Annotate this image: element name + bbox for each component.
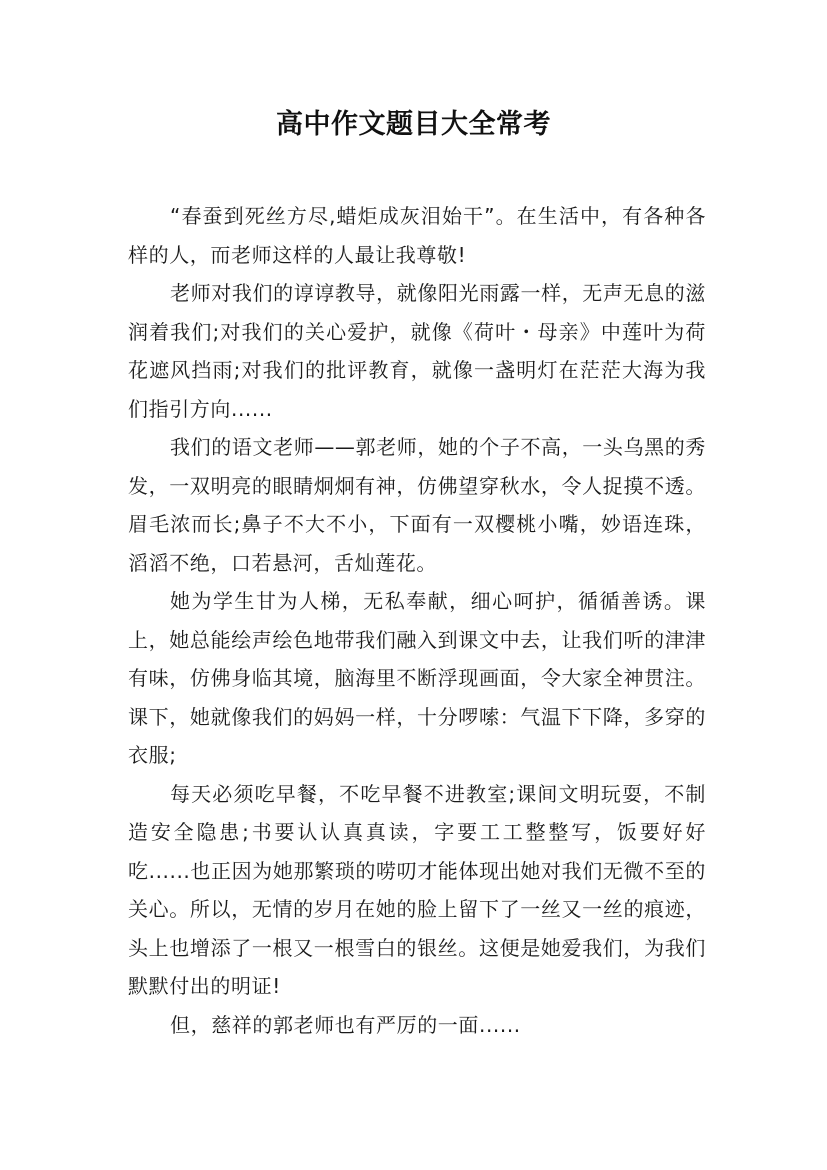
paragraph: 老师对我们的谆谆教导，就像阳光雨露一样，无声无息的滋润着我们;对我们的关心爱护，就像《荷叶・母亲》中莲叶为荷花遮风挡雨;对我们的批评教育，就像一盏明灯在茫茫大海为我们指引方向...... bbox=[128, 281, 706, 421]
paragraph: 我们的语文老师——郭老师，她的个子不高，一头乌黑的秀发，一双明亮的眼睛炯炯有神，仿佛望穿秋水，令人捉摸不透。眉毛浓而长;鼻子不大不小，下面有一双樱桃小嘴，妙语连珠，滔滔不绝，口若悬河，舌灿莲花。 bbox=[128, 435, 706, 575]
paragraph: 每天必须吃早餐，不吃早餐不进教室;课间文明玩耍，不制造安全隐患;书要认认真真读，字要工工整整写，饭要好好吃......也正因为她那繁琐的唠叨才能体现出她对我们无微不至的关心。所以，无情的岁月在她的脸上留下了一丝又一丝的痕迹，头上也增添了一根又一根雪白的银丝。这便是她爱我们，为我们默默付出的明证! bbox=[128, 781, 706, 998]
essay-body bbox=[128, 197, 706, 1044]
paragraph: 她为学生甘为人梯，无私奉献，细心呵护，循循善诱。课上，她总能绘声绘色地带我们融入到课文中去，让我们听的津津有味，仿佛身临其境，脑海里不断浮现画面，令大家全神贯注。课下，她就像我们的妈妈一样，十分啰嗦：气温下下降，多穿的衣服; bbox=[128, 589, 706, 767]
paragraph: 但，慈祥的郭老师也有严厉的一面...... bbox=[170, 1012, 521, 1037]
paragraph: “春蚕到死丝方尽,蜡炬成灰泪始干”。在生活中，有各种各样的人，而老师这样的人最让我尊敬! bbox=[128, 204, 706, 267]
document-title: 高中作文题目大全常考 bbox=[276, 109, 551, 140]
